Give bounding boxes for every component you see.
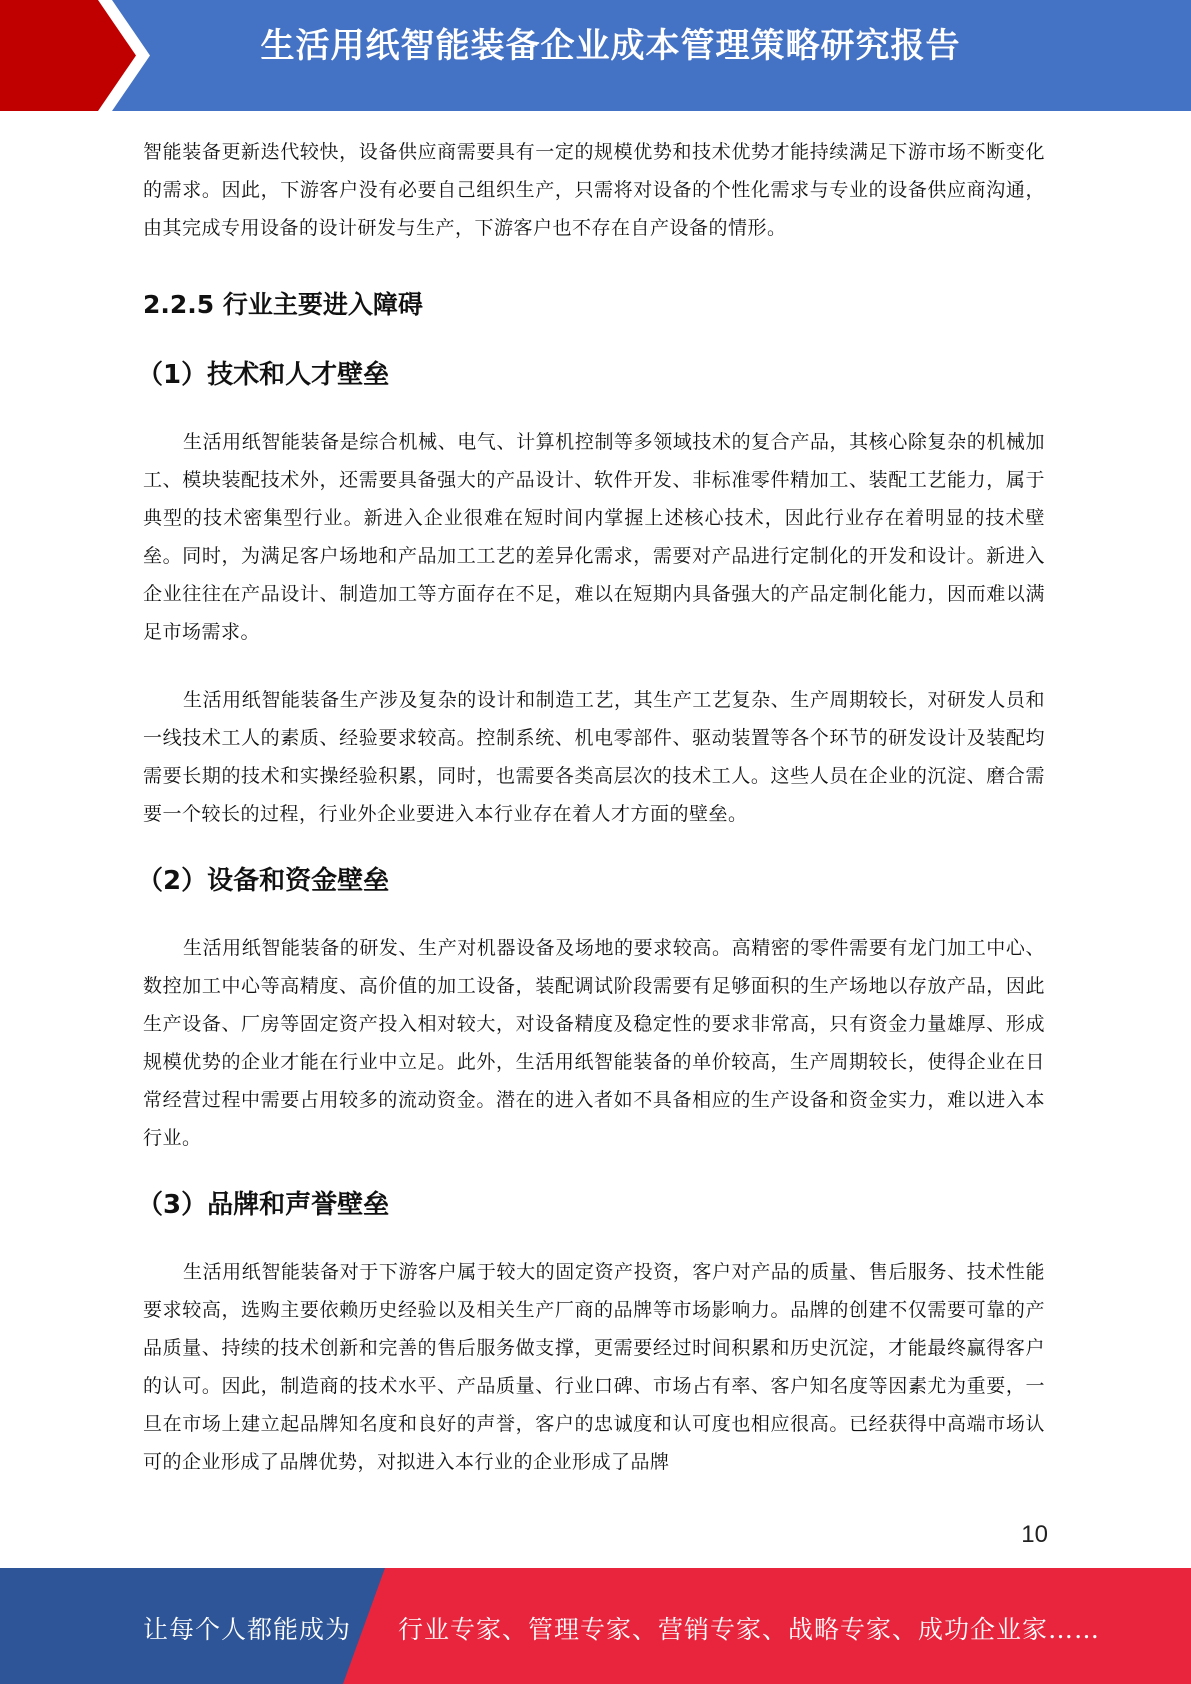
header-chevron-icon	[0, 0, 160, 111]
paragraph-talent-barrier: 生活用纸智能装备生产涉及复杂的设计和制造工艺，其生产工艺复杂、生产周期较长，对研发人员和一线技术工人的素质、经验要求较高。控制系统、机电零部件、驱动装置等各个环节的研发设计及装配均需要长期的技术和实操经验积累，同时，也需要各类高层次的技术工人。这些人员在企业的沉淀、磨合需要一个较长的过程，行业外企业要进入本行业存在着人才方面的壁垒。	[143, 689, 1045, 825]
main-content	[137, 133, 1045, 1481]
subsection-heading-equipment-capital: （2）设备和资金壁垒	[137, 866, 390, 896]
footer-slogan-left: 让每个人都能成为	[143, 1615, 352, 1644]
footer-slogan-right: 行业专家、管理专家、营销专家、战略专家、成功企业家……	[398, 1615, 1101, 1644]
page-header	[0, 0, 1191, 111]
intro-paragraph: 智能装备更新迭代较快，设备供应商需要具有一定的规模优势和技术优势才能持续满足下游市场不断变化的需求。因此，下游客户没有必要自己组织生产，只需将对设备的个性化需求与专业的设备供应商沟通，由其完成专用设备的设计研发与生产，下游客户也不存在自产设备的情形。	[143, 141, 1045, 239]
report-title: 生活用纸智能装备企业成本管理策略研究报告	[260, 26, 961, 66]
paragraph-tech-barrier: 生活用纸智能装备是综合机械、电气、计算机控制等多领域技术的复合产品，其核心除复杂的机械加工、模块装配技术外，还需要具备强大的产品设计、软件开发、非标准零件精加工、装配工艺能力，属于典型的技术密集型行业。新进入企业很难在短时间内掌握上述核心技术，因此行业存在着明显的技术壁垒。同时，为满足客户场地和产品加工工艺的差异化需求，需要对产品进行定制化的开发和设计。新进入企业往往在产品设计、制造加工等方面存在不足，难以在短期内具备强大的产品定制化能力，因而难以满足市场需求。	[143, 431, 1045, 643]
section-heading: 2.2.5 行业主要进入障碍	[143, 290, 423, 319]
paragraph-brand-reputation: 生活用纸智能装备对于下游客户属于较大的固定资产投资，客户对产品的质量、售后服务、技术性能要求较高，选购主要依赖历史经验以及相关生产厂商的品牌等市场影响力。品牌的创建不仅需要可靠的产品质量、持续的技术创新和完善的售后服务做支撑，更需要经过时间积累和历史沉淀，才能最终赢得客户的认可。因此，制造商的技术水平、产品质量、行业口碑、市场占有率、客户知名度等因素尤为重要，一旦在市场上建立起品牌知名度和良好的声誉，客户的忠诚度和认可度也相应很高。已经获得中高端市场认可的企业形成了品牌优势，对拟进入本行业的企业形成了品牌	[143, 1261, 1045, 1473]
subsection-heading-brand-reputation: （3）品牌和声誉壁垒	[137, 1190, 390, 1220]
paragraph-equipment-capital: 生活用纸智能装备的研发、生产对机器设备及场地的要求较高。高精密的零件需要有龙门加工中心、数控加工中心等高精度、高价值的加工设备，装配调试阶段需要有足够面积的生产场地以存放产品，因此生产设备、厂房等固定资产投入相对较大，对设备精度及稳定性的要求非常高，只有资金力量雄厚、形成规模优势的企业才能在行业中立足。此外，生活用纸智能装备的单价较高，生产周期较长，使得企业在日常经营过程中需要占用较多的流动资金。潜在的进入者如不具备相应的生产设备和资金实力，难以进入本行业。	[143, 937, 1045, 1149]
page-footer	[0, 1568, 1191, 1684]
subsection-heading-tech-talent: （1）技术和人才壁垒	[137, 360, 390, 390]
page-number: 10	[1021, 1521, 1048, 1548]
